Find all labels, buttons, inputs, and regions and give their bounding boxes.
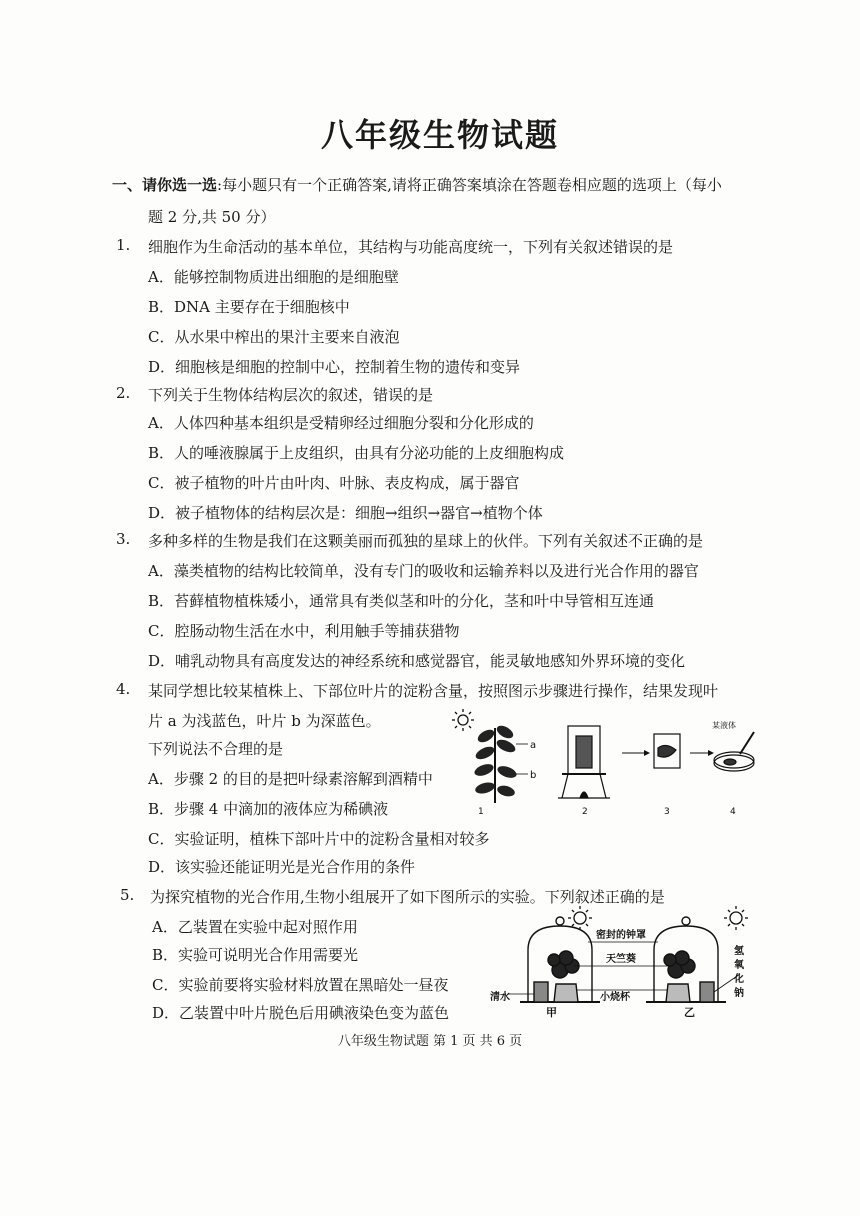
bell-jar-experiment-figure [488,904,778,1026]
naoh-label: 氢 [734,946,744,957]
question-stem: 细胞作为生命活动的基本单位，其结构与功能高度统一，下列有关叙述错误的是 [148,238,674,256]
option-text: A．步骤 2 的目的是把叶绿素溶解到酒精中 [148,770,433,788]
option-text: D．被子植物体的结构层次是：细胞→组织→器官→植物个体 [148,504,543,522]
option-text: B．人的唾液腺属于上皮组织，由具有分泌功能的上皮细胞构成 [148,444,565,462]
option-text: B．DNA 主要存在于细胞核中 [148,298,350,316]
question-stem: 多种多样的生物是我们在这颗美丽而孤独的星球上的伙伴。下列有关叙述不正确的是 [148,532,704,550]
label-a: a [530,740,537,751]
petri-dish-icon [714,732,754,771]
jia-label: 甲 [546,1006,557,1019]
naoh-label: 钠 [734,988,744,999]
question-stem: 为探究植物的光合作用,生物小组展开了如下图所示的实验。下列叙述正确的是 [150,888,665,906]
option-text: D．哺乳动物具有高度发达的神经系统和感觉器官，能灵敏地感知外界环境的变化 [148,652,686,670]
option-text: C．被子植物的叶片由叶肉、叶脉、表皮构成，属于器官 [148,474,520,492]
option-text: B．苔藓植物植株矮小，通常具有类似茎和叶的分化，茎和叶中导管相互连通 [148,592,655,610]
naoh-label: 化 [734,974,744,985]
section-instruction-text: :每小题只有一个正确答案,请将正确答案填涂在答题卷相应题的选项上（每小 [217,176,722,194]
bell-jar-label: 密封的钟罩 [596,930,646,941]
option-text: A．能够控制物质进出细胞的是细胞壁 [148,268,399,286]
question-number: 2. [116,384,131,402]
option-text: D．乙装置中叶片脱色后用碘液染色变为蓝色 [152,1004,450,1022]
bell-jar-yi [646,917,726,1002]
section-instruction-cont: 题 2 分,共 50 分） [148,208,276,226]
question-number: 3. [116,530,131,548]
beaker-icon [654,734,680,768]
option-text: A．乙装置在实验中起对照作用 [152,918,358,936]
option-text: A．人体四种基本组织是受精卵经过细胞分裂和分化形成的 [148,414,534,432]
option-text: B．实验可说明光合作用需要光 [152,946,359,964]
option-text: C．实验前要将实验材料放置在黑暗处一昼夜 [152,976,449,994]
option-text: A．藻类植物的结构比较简单，没有专门的吸收和运输养料以及进行光合作用的器官 [148,562,699,580]
option-text: B．步骤 4 中滴加的液体应为稀碘液 [148,800,389,818]
yi-label: 乙 [684,1006,695,1019]
sun-icon [724,906,748,930]
step-1: 1 [478,807,484,817]
question-number: 5. [120,886,135,904]
section-heading: 一、请你选一选 [112,176,218,194]
option-text: C．从水果中榨出的果汁主要来自液泡 [148,328,400,346]
starch-experiment-figure [450,708,760,824]
question-number: 4. [116,680,131,698]
water-label: 清水 [490,992,510,1003]
cup-label: 小烧杯 [600,992,630,1003]
label-b: b [530,770,537,781]
page-title: 八年级生物试题 [320,116,559,154]
question-number: 1. [116,236,131,254]
option-text: C．实验证明，植株下部叶片中的淀粉含量相对较多 [148,830,490,848]
naoh-label: 氧 [734,960,744,971]
option-text: C．腔肠动物生活在水中，利用触手等捕获猎物 [148,622,460,640]
page-footer: 八年级生物试题 第 1 页 共 6 页 [337,1034,523,1049]
question-stem: 某同学想比较某植株上、下部位叶片的淀粉含量，按照图示步骤进行操作，结果发现叶 [148,682,719,700]
plant-label: 天竺葵 [606,954,636,965]
question-stem-cont: 片 a 为浅蓝色，叶片 b 为深蓝色。 [148,712,381,730]
step-2: 2 [582,807,588,817]
question-stem-cont: 下列说法不合理的是 [148,740,284,758]
option-text: D．该实验还能证明光是光合作用的条件 [148,858,416,876]
step-4: 4 [730,807,736,817]
liquid-label: 某液体 [712,721,736,730]
option-text: D．细胞核是细胞的控制中心，控制着生物的遗传和变异 [148,358,521,376]
plant-icon [473,723,528,803]
question-stem: 下列关于生物体结构层次的叙述，错误的是 [148,386,434,404]
section-instruction [112,174,722,195]
bell-jar-jia [520,917,600,1002]
water-bath-icon [558,726,610,798]
step-3: 3 [664,807,670,817]
sun-icon [452,709,474,731]
